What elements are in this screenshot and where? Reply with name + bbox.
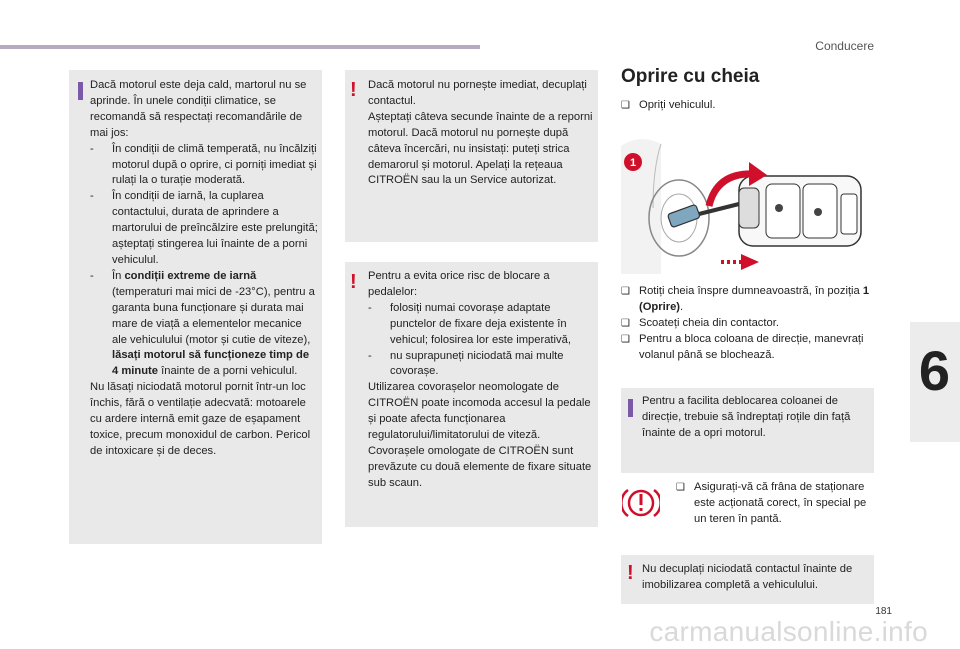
list-item: - În condiții de iarnă, la cuplarea contactului, durata de aprindere a martorului de preîncălzire este prelungită; așteptați stingerea lui înainte de a porni vehiculul. (90, 190, 318, 266)
key-illustration (621, 128, 876, 274)
col3-warn-text: Nu decuplați niciodată contactul înainte de imobilizarea completă a vehiculului. (642, 563, 853, 591)
list-item: - În condiții de climă temperată, nu încălziți motorul după o oprire, ci porniți imediat și rulați la o turație moderată. (90, 142, 317, 187)
check-icon: ❑ (621, 100, 630, 111)
col3-brake-text: ❑ Asigurați-vă că frâna de staționare este acționată corect, în special pe un teren în pantă. (676, 481, 867, 525)
check-icon: ❑ (621, 317, 630, 329)
step-stop-vehicle: ❑ Opriți vehiculul. (621, 98, 871, 114)
parking-brake-icon (622, 486, 660, 520)
section-label: Conducere (815, 39, 874, 53)
warning-icon: ! (350, 79, 357, 101)
info-icon (78, 82, 83, 100)
chapter-number: 6 (918, 339, 950, 402)
list-item: - folosiți numai covorașe adaptate punctelor de fixare deja existente în vehicul; folosirea lor este imperativă, (368, 301, 571, 346)
check-icon: ❑ (676, 482, 685, 493)
col2b-text: Pentru a evita orice risc de blocare a pedalelor: - folosiți numai covorașe adaptate punctelor de fixare deja existente în vehicul; folosirea lor este imperativă, - nu suprapuneți niciodată mai multe covorașe. Utilizarea covorașelor neomologate de CITROËN poate incomoda accesul la pedale și poate afecta funcționarea regulatorului/limitatorului de viteză. Covorașele omologate de CITROËN sunt prevăzute cu două elemente de fixare situate sub scaun. (368, 269, 596, 492)
warning-icon: ! (627, 562, 634, 584)
warning-icon: ! (350, 271, 357, 293)
col2a-text: Dacă motorul nu pornește imediat, decuplați contactul. Așteptați câteva secunde înainte de a reporni motorul. Dacă motorul nu pornește după câteva încercări, nu insistați: puteți strica demarorul și motorul. Apelați la rețeaua CITROËN sau la un Service autorizat. (368, 79, 593, 187)
col1-outro: Nu lăsați niciodată motorul pornit într-un loc închis, fără o ventilație adecvată: motoarele cu ardere internă emit gaze de eșapament toxice, precum monoxidul de carbon. Pericol de intoxicare și de deces. (90, 381, 311, 457)
top-bar (0, 45, 480, 49)
list-item: - nu suprapuneți niciodată mai multe covorașe. (368, 349, 564, 378)
watermark: carmanualsonline.info (649, 616, 928, 647)
info-icon (628, 399, 633, 417)
check-icon: ❑ (621, 286, 630, 297)
check-icon: ❑ (621, 333, 630, 345)
section-heading: Oprire cu cheia (621, 66, 760, 87)
col1-intro: Dacă motorul este deja cald, martorul nu se aprinde. În unele condiții climatice, se recomandă să respectați recomandările de mai jos: (90, 79, 307, 139)
col3-info-text: Pentru a facilita deblocarea coloanei de direcție, trebuie să îndreptați roțile din față înainte de a opri motorul. (642, 395, 851, 439)
list-item: - În condiții extreme de iarnă (temperaturi mai mici de -23°C), pentru a garanta buna funcționare și durata mai mare de viață a elementelor mecanice ale vehiculului (motor și cutie de viteze), lăsați motorul să funcționeze timp de 4 minute înainte de a porni vehiculul. (90, 269, 315, 378)
col3-steps: ❑ Rotiți cheia înspre dumneavoastră, în poziția 1 (Oprire). ❑ Scoateți cheia din contactor. ❑ Pentru a bloca coloana de direcție, manevrați volanul până se blochează. (621, 285, 870, 361)
col1-text (90, 78, 318, 460)
page-number: 181 (875, 606, 892, 617)
callout-number: 1 (629, 157, 637, 169)
